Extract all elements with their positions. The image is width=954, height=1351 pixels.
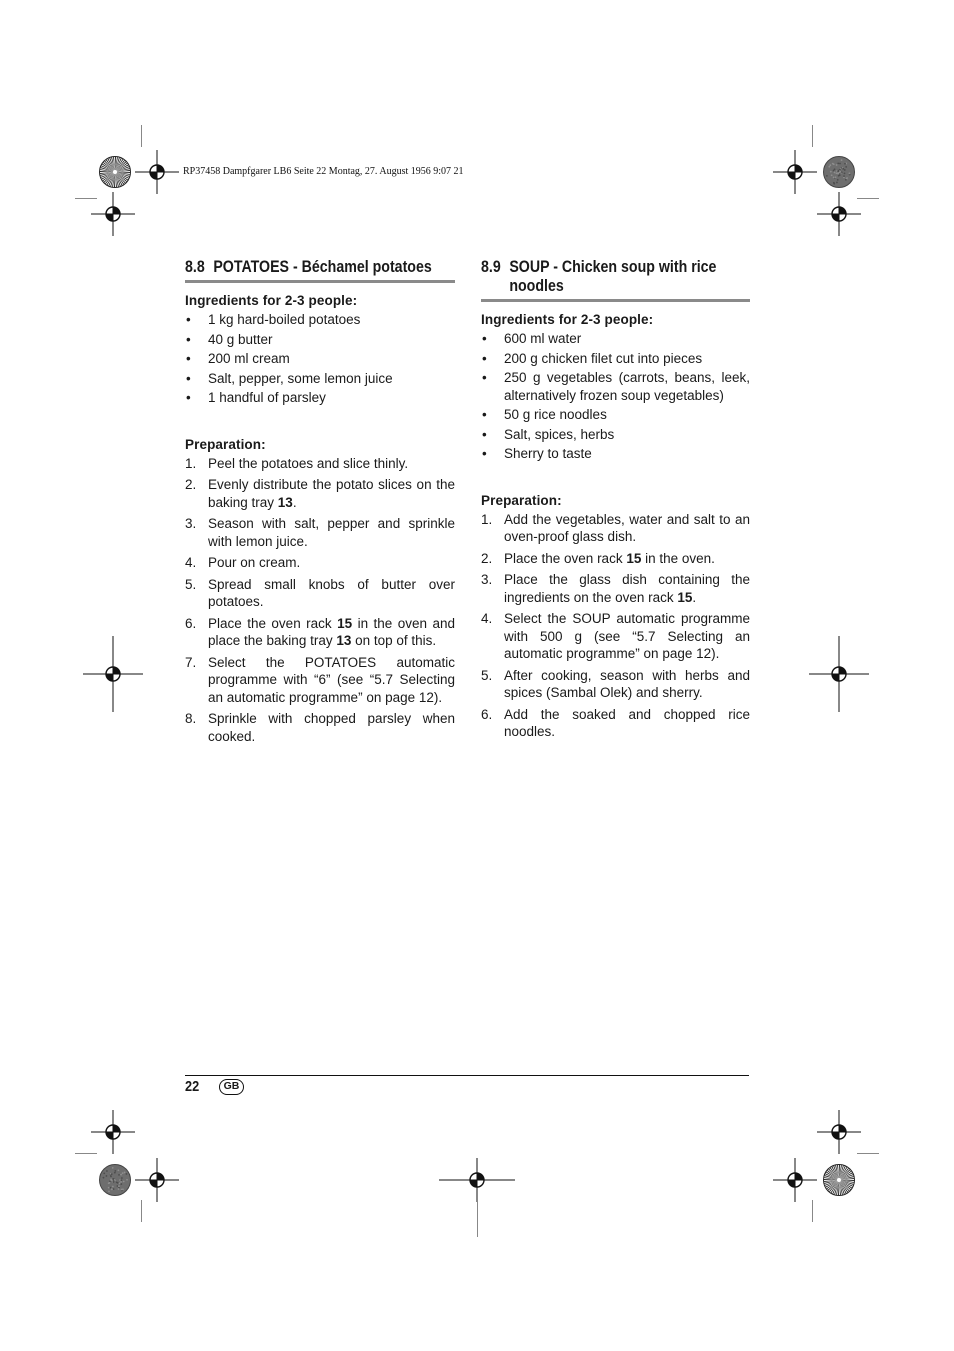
crop-mark (477, 1200, 478, 1238)
registration-mark-icon (817, 192, 861, 236)
registration-mark-icon (439, 1158, 515, 1202)
list-item: • Sherry to taste (482, 446, 592, 461)
crop-mark (857, 198, 880, 199)
part-reference: 15 (677, 589, 693, 605)
part-reference: 15 (626, 550, 642, 566)
list-item: • 1 handful of parsley (186, 390, 326, 405)
section-soup (481, 258, 750, 745)
preparation-heading: Preparation: (481, 492, 562, 508)
list-item: 3. Season with salt, pepper and sprinkle with lemon juice. (185, 516, 455, 549)
part-reference: 13 (277, 494, 293, 510)
section-title: SOUP - Chicken soup with rice noodles (509, 258, 717, 295)
part-reference: 15 (337, 615, 353, 631)
crop-mark (141, 1200, 142, 1223)
list-item: • Salt, spices, herbs (482, 426, 615, 442)
ingredients-heading: Ingredients for 2-3 people: (481, 312, 654, 327)
crop-mark (812, 125, 813, 148)
list-item: • 250 g vegetables (carrots, beans, leek, alternatively frozen soup vegetables) (482, 370, 750, 403)
starburst-target-icon (823, 1164, 855, 1196)
list-item: 2. Evenly distribute the potato slices on the baking tray 13. (185, 477, 455, 510)
ingredients-list (481, 330, 750, 463)
list-item: 2. Place the oven rack 15 in the oven. (481, 550, 715, 566)
list-item: • 600 ml water (482, 331, 582, 346)
list-item: 8. Sprinkle with chopped parsley when cooked. (185, 711, 455, 744)
crop-mark (75, 198, 98, 199)
registration-mark-icon (91, 1110, 135, 1154)
section-number: 8.8 (185, 258, 205, 276)
crop-mark (812, 1200, 813, 1223)
section-number: 8.9 (481, 258, 501, 276)
crop-mark (857, 1153, 880, 1154)
list-item: 5. After cooking, season with herbs and spices (Sambal Olek) and sherry. (481, 667, 750, 700)
list-item: • 40 g butter (186, 331, 273, 347)
print-slug: RP37458 Dampfgarer LB6 Seite 22 Montag, 27. August 1956 9:07 21 (183, 166, 464, 177)
preparation-steps (185, 455, 455, 746)
registration-mark-icon (135, 1158, 179, 1202)
registration-mark-icon (817, 1110, 861, 1154)
list-item: 1. Peel the potatoes and slice thinly. (185, 455, 409, 471)
ingredients-heading: Ingredients for 2-3 people: (185, 293, 358, 308)
list-item: 6. Place the oven rack 15 in the oven and place the baking tray 13 on top of this. (185, 615, 455, 648)
list-item: • 1 kg hard-boiled potatoes (186, 312, 361, 327)
list-item: 5. Spread small knobs of butter over potatoes. (185, 576, 455, 609)
part-reference: 13 (336, 633, 352, 648)
registration-mark-icon (83, 636, 143, 712)
list-item: 4. Pour on cream. (185, 555, 301, 570)
starburst-target-icon (99, 156, 131, 188)
crop-mark (75, 1153, 98, 1154)
list-item: • 200 g chicken filet cut into pieces (482, 350, 703, 366)
registration-mark-icon (809, 636, 869, 712)
section-heading (481, 258, 749, 299)
preparation-heading: Preparation: (185, 436, 266, 452)
list-item: 1. Add the vegetables, water and salt to an oven-proof glass dish. (481, 511, 750, 544)
registration-mark-icon (135, 150, 179, 194)
footer-rule (185, 1075, 749, 1076)
registration-mark-icon (773, 1158, 817, 1202)
heading-rule (185, 280, 455, 283)
section-heading (185, 258, 454, 280)
list-item: 4. Select the SOUP automatic programme with 500 g (see “5.7 Selecting an automatic programme” on page 12). (481, 611, 750, 661)
preparation-steps (481, 511, 750, 741)
list-item: • 200 ml cream (186, 351, 290, 366)
page-number: 22 (185, 1078, 200, 1095)
list-item: 6. Add the soaked and chopped rice noodles. (481, 706, 750, 739)
section-potatoes (185, 258, 455, 749)
crop-mark (141, 125, 142, 148)
country-badge: GB (219, 1079, 244, 1095)
list-item: • 50 g rice noodles (482, 407, 607, 422)
registration-mark-icon (773, 150, 817, 194)
list-item: 3. Place the glass dish containing the ingredients on the oven rack 15. (481, 572, 750, 605)
grey-dot-target-icon (823, 156, 855, 188)
section-title: POTATOES - Béchamel potatoes (213, 258, 432, 276)
ingredients-list (185, 311, 455, 407)
heading-rule (481, 299, 750, 302)
list-item: • Salt, pepper, some lemon juice (186, 370, 393, 386)
list-item: 7. Select the POTATOES automatic programme with “6” (see “5.7 Selecting an automatic programme” on page 12). (185, 654, 455, 705)
grey-dot-target-icon (99, 1164, 131, 1196)
